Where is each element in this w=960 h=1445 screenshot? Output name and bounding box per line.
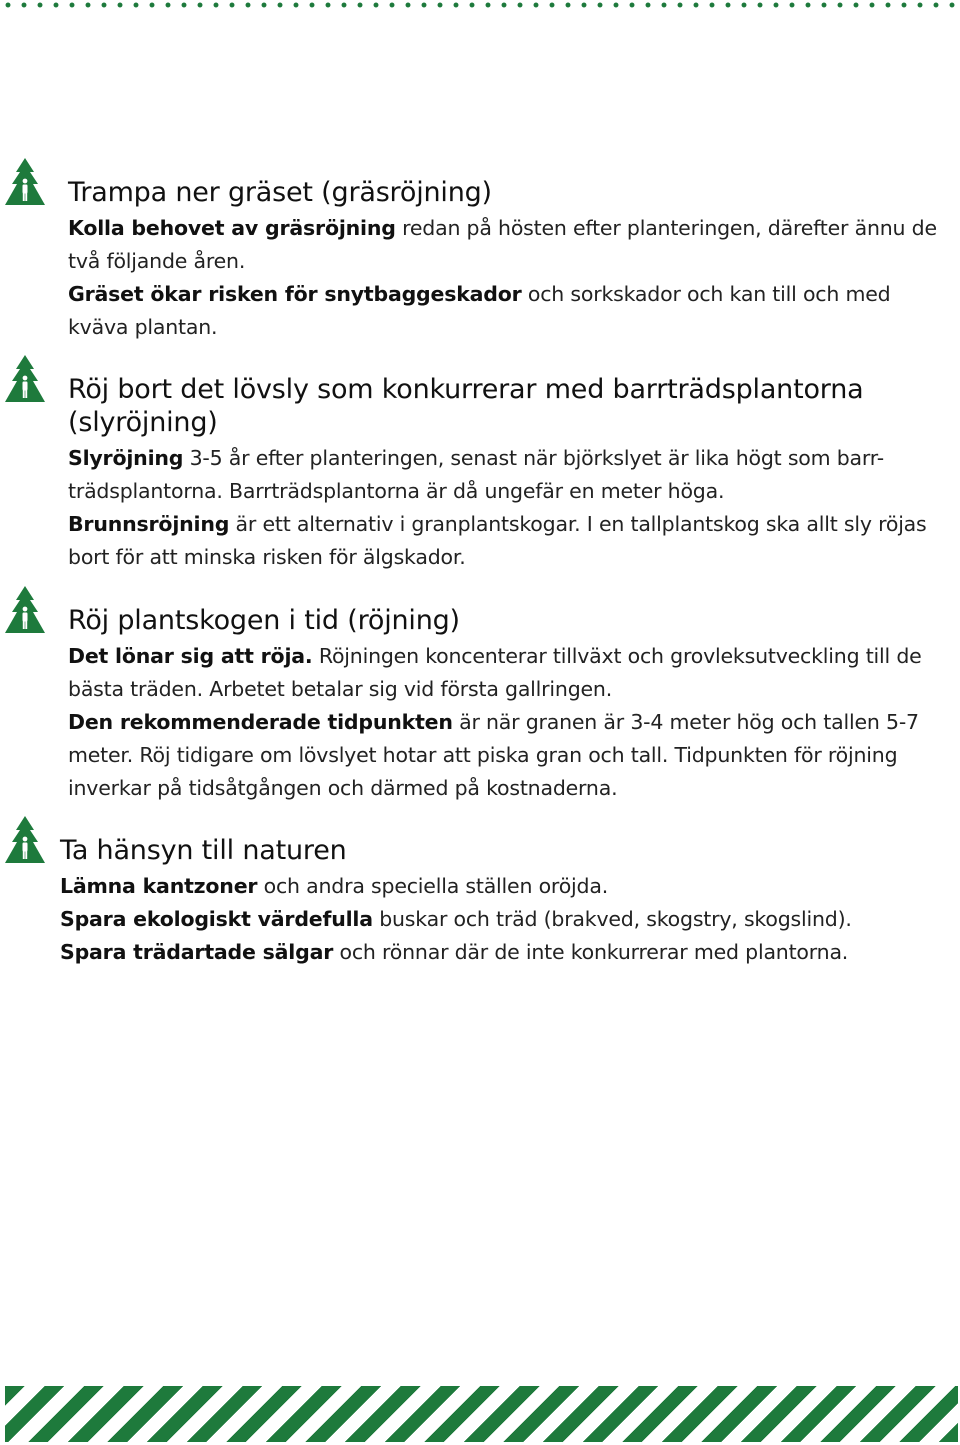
section-body [68,373,955,574]
paragraph [68,212,955,278]
section-heading: Ta hänsyn till naturen [60,835,347,866]
paragraph-lead: Slyröjning [68,446,184,470]
section-body [68,176,955,344]
paragraph [68,508,955,574]
paragraph-lead: Den rekommenderade tidpunkten [68,710,453,734]
tree-icon [5,355,45,405]
paragraph-text: redan på hösten efter planteringen, därefter ännu de två följande åren. [68,216,937,273]
striped-bottom-band [5,1386,958,1442]
paragraph-lead: Gräset ökar risken för snytbaggeskador [68,282,522,306]
paragraph [68,640,955,706]
dotted-top-border [0,0,960,10]
section-body [68,604,955,805]
paragraph-text: är ett alternativ i granplantskogar. I en tallplantskog ska allt sly röjas bort för att minska risken för älgskador. [68,512,927,569]
paragraph-text: buskar och träd (brakved, skogstry, skogslind). [372,907,852,931]
paragraph-text: och rönnar där de inte konkurrerar med plantorna. [333,940,849,964]
paragraph-text: Röjningen koncenterar tillväxt och grovleksutveckling till de bästa träden. Arbetet betalar sig vid första gallringen. [68,644,922,701]
paragraph [60,936,955,969]
paragraph [68,706,955,805]
paragraph-lead: Lämna kantzoner [60,874,258,898]
paragraph [60,903,955,936]
paragraph-lead: Kolla behovet av gräsröjning [68,216,396,240]
paragraph [60,870,955,903]
paragraph-text: och sorkskador och kan till och med kväva plantan. [68,282,891,339]
tree-icon [5,586,45,636]
section-heading: Trampa ner gräset (gräsröjning) [68,177,492,208]
paragraph-lead: Det lönar sig att röja. [68,644,313,668]
paragraph [68,278,955,344]
section-heading: Röj plantskogen i tid (röjning) [68,605,460,636]
paragraph-text: är när granen är 3-4 meter hög och tallen 5-7 meter. Röj tidigare om lövslyet hotar att piska gran och tall. Tidpunkten för röjning inverkar på tidsåtgången och därmed på kostnaderna. [68,710,919,800]
paragraph-lead: Brunnsröjning [68,512,230,536]
paragraph [68,442,955,508]
paragraph-lead: Spara trädartade sälgar [60,940,334,964]
paragraph-text: och andra speciella ställen oröjda. [257,874,609,898]
tree-icon [5,816,45,866]
paragraph-lead: Spara ekologiskt värdefulla [60,907,373,931]
section-body [60,834,955,969]
paragraph-text: 3-5 år efter planteringen, senast när björkslyet är lika högt som barr-trädsplantorna. Barrträdsplantorna är då ungefär en meter höga. [68,446,884,503]
section-heading: Röj bort det lövsly som konkurrerar med barrträdsplantorna (slyröjning) [68,374,864,438]
tree-icon [5,158,45,208]
